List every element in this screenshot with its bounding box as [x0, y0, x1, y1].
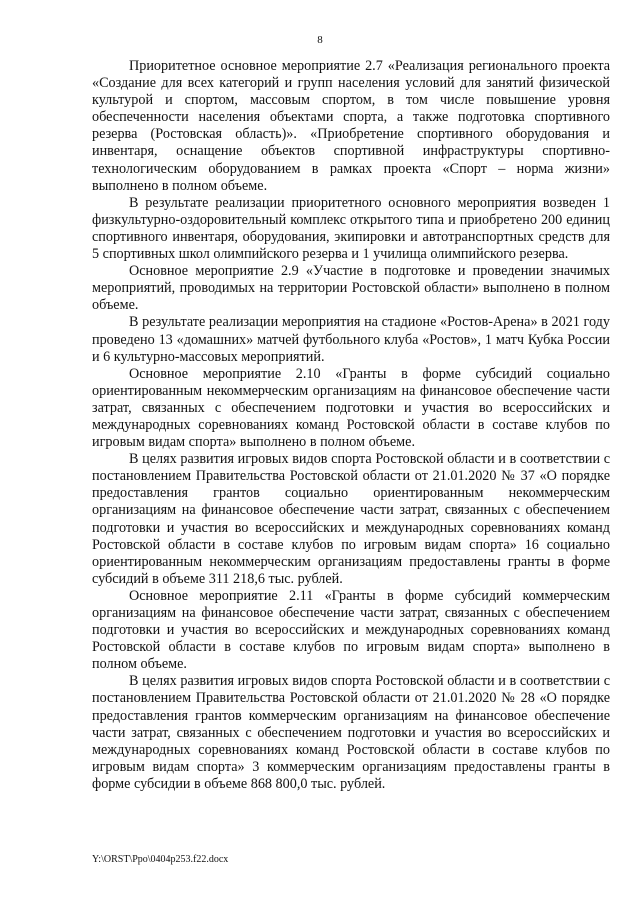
page-number: 8 [317, 34, 323, 46]
paragraph-2-10-result: В целях развития игровых видов спорта Ростовской области и в соответствии с постановлением Правительства Ростовской области от 21.01.2020 № 37 «О порядке предоставления грантов социально ориентированным некоммерческим организациям на финансовое обеспечение части затрат, связанных с обеспечением подготовки и участия во всероссийских и международных соревнованиях команд Ростовской области в составе клубов по игровым видам спорта» 16 социально ориентированным некоммерческим организациям предоставлены гранты в форме субсидий в объеме 311 218,6 тыс. рублей. [92, 451, 610, 587]
paragraph-2-9: Основное мероприятие 2.9 «Участие в подготовке и проведении значимых мероприятий, проводимых на территории Ростовской области» выполнено в полном объеме. [92, 263, 610, 314]
paragraph-2-11: Основное мероприятие 2.11 «Гранты в форме субсидий коммерческим организациям на финансовое обеспечение части затрат, связанных с обеспечением подготовки и участия во всероссийских и международных соревнованиях команд Ростовской области в составе клубов по игровым видам спорта» выполнено в полном объеме. [92, 587, 610, 673]
file-path-footer: Y:\ORST\Ppo\0404p253.f22.docx [92, 854, 229, 865]
paragraph-2-10: Основное мероприятие 2.10 «Гранты в форме субсидий социально ориентированным некоммерческим организациям на финансовое обеспечение части затрат, связанных с обеспечением подготовки и участия во всероссийских и международных соревнованиях команд Ростовской области в составе клубов по игровым видам спорта» выполнено в полном объеме. [92, 365, 610, 451]
document-body [92, 58, 610, 793]
paragraph-2-7-result: В результате реализации приоритетного основного мероприятия возведен 1 физкультурно-оздоровительный комплекс открытого типа и приобретено 200 единиц спортивного инвентаря, оборудования, экипировки и автотранспортных средств для 5 спортивных школ олимпийского резерва и 1 училища олимпийского резерва. [92, 194, 610, 263]
paragraph-2-7: Приоритетное основное мероприятие 2.7 «Реализация регионального проекта «Создание для всех категорий и групп населения условий для занятий физической культурой и спортом, массовым спортом, в том числе повышение уровня обеспеченности населения объектами спорта, а также подготовка спортивного резерва (Ростовская область)». «Приобретение спортивного оборудования и инвентаря, оснащение объектов спортивной инфраструктуры спортивно-технологическим оборудованием в рамках проекта «Спорт – норма жизни» выполнено в полном объеме. [92, 58, 610, 194]
paragraph-2-11-result: В целях развития игровых видов спорта Ростовской области и в соответствии с постановлением Правительства Ростовской области от 21.01.2020 № 28 «О порядке предоставления грантов коммерческим организациям на финансовое обеспечение части затрат, связанных с обеспечением подготовки и участия во всероссийских и международных соревнованиях команд Ростовской области в составе клубов по игровым видам спорта» 3 коммерческим организациям предоставлены гранты в форме субсидии в объеме 868 800,0 тыс. рублей. [92, 673, 610, 792]
paragraph-2-9-result: В результате реализации мероприятия на стадионе «Ростов-Арена» в 2021 году проведено 13 «домашних» матчей футбольного клуба «Ростов», 1 матч Кубка России и 6 культурно-массовых мероприятий. [92, 314, 610, 365]
